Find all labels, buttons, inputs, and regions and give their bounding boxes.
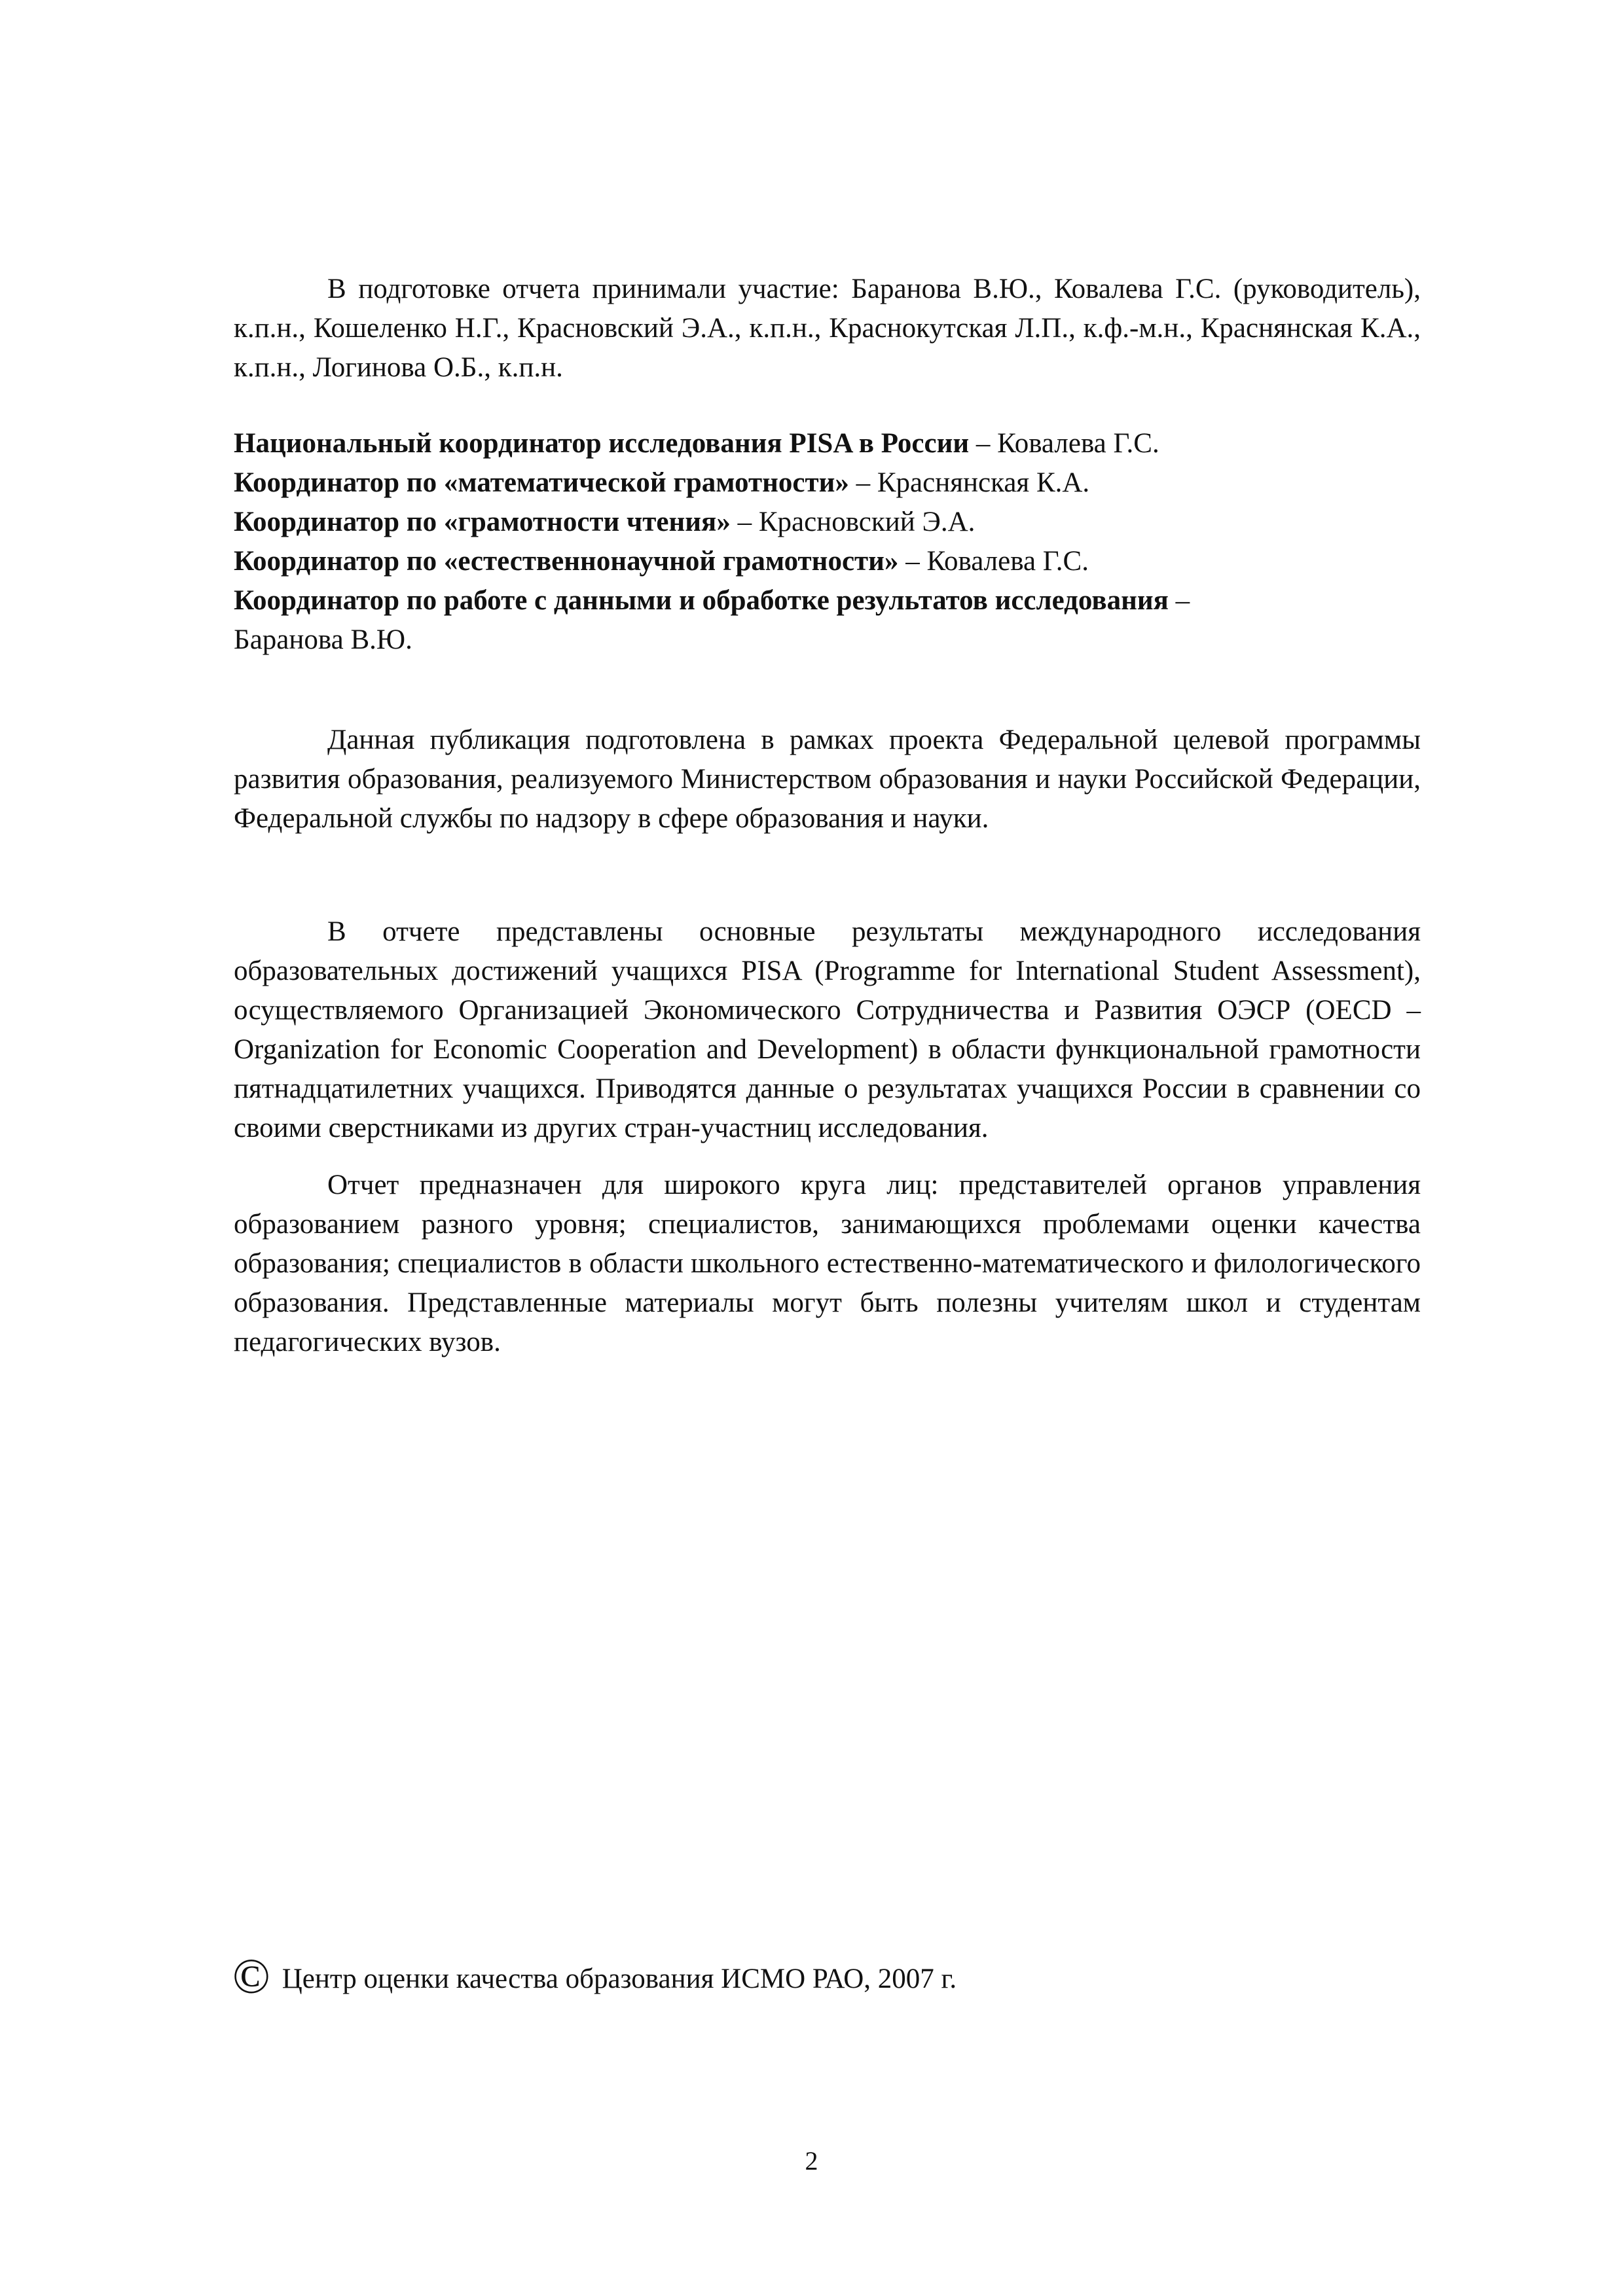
coordinators-list [234,424,1421,660]
publication-paragraph: Данная публикация подготовлена в рамках проекта Федеральной целевой программы развития образования, реализуемого Министерством образования и науки Российской Федерации, Федеральной службы по надзору в сфере образования и науки. [234,725,1421,834]
report-paragraph: В отчете представлены основные результаты международного исследования образовательных достижений учащихся PISA (Programme for International Student Assessment), осуществляемого Организацией Экономического Сотрудничества и Развития ОЭСР (OECD – Organization for Economic Cooperation and Development) в области функциональной грамотности пятнадцатилетних учащихся. Приводятся данные о результатах учащихся России в сравнении со своими сверстниками из других стран-участниц исследования. [234,916,1421,1143]
coordinator-role: Координатор по «математической грамотности» [234,467,849,498]
coordinator-name: Ковалева Г.С. [926,546,1089,577]
coordinator-separator: – [969,428,998,459]
coordinator-line [234,424,1421,463]
page-number: 2 [805,2146,818,2176]
coordinator-name: Ковалева Г.С. [997,428,1159,459]
copyright-line [232,1949,957,2004]
coordinator-line [234,463,1421,503]
participants-paragraph: В подготовке отчета принимали участие: Баранова В.Ю., Ковалева Г.С. (руководитель), к.п.н., Кошеленко Н.Г., Красновский Э.А., к.п.н., Краснокутская Л.П., к.ф.-м.н., Краснянская К.А., к.п.н., Логинова О.Б., к.п.н. [234,274,1421,383]
coordinator-line [234,581,1421,660]
coordinator-separator: – [898,546,927,577]
copyright-icon: © [232,1949,270,2004]
coordinator-role: Координатор по «грамотности чтения» [234,507,731,537]
coordinator-separator: – [730,507,759,537]
coordinator-role: Координатор по работе с данными и обработке результатов исследования [234,585,1169,616]
coordinator-name: Баранова В.Ю. [234,624,412,655]
audience-paragraph: Отчет предназначен для широкого круга лиц: представителей органов управления образованием разного уровня; специалистов, занимающихся проблемами оценки качества образования; специалистов в области школьного естественно-математического и филологического образования. Представленные материалы могут быть полезны учителям школ и студентам педагогических вузов. [234,1170,1421,1357]
coordinator-separator: – [1168,585,1190,616]
coordinator-role: Национальный координатор исследования PISA в России [234,428,970,459]
coordinator-separator: – [848,467,877,498]
coordinator-name: Красновский Э.А. [758,507,976,537]
coordinator-line [234,503,1421,542]
copyright-text: Центр оценки качества образования ИСМО РАО, 2007 г. [282,1964,957,1994]
coordinator-role: Координатор по «естественнонаучной грамотности» [234,546,899,577]
coordinator-line [234,542,1421,581]
coordinator-name: Краснянская К.А. [877,467,1090,498]
